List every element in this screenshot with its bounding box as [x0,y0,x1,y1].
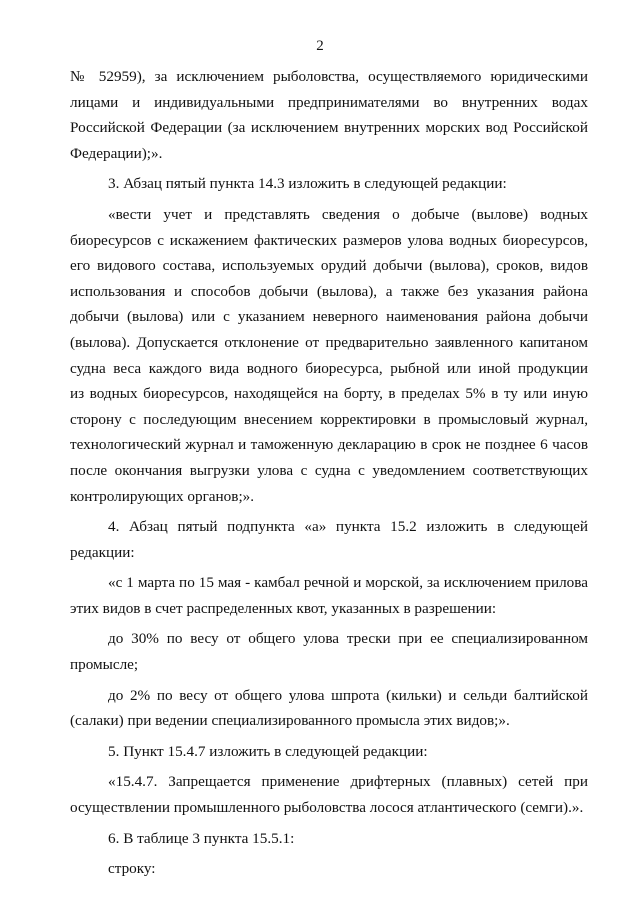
text-line-p9-l2: осуществлении промышленного рыболовства лосося атлантического (семги).». [70,799,584,817]
text-line-p3-l11: после окончания выгрузки улова с судна с уведомлением соответствующих [70,461,588,479]
text-line-p1-l3: Российской Федерации (за исключением внутренних морских вод Российской [70,119,588,137]
text-line-p9-l1: «15.4.7. Запрещается применение дрифтерных (плавных) сетей при [108,773,588,791]
text-line-p5-l1: «с 1 марта по 15 мая - камбал речной и морской, за исключением прилова [108,574,588,592]
text-line-p11-l1: строку: [108,860,156,878]
page-number: 2 [316,38,324,54]
text-line-p6-l2: промысле; [70,656,139,674]
text-line-p2-l1: 3. Абзац пятый пункта 14.3 изложить в следующей редакции: [108,175,507,193]
text-line-p3-l10: технологический журнал и таможенную декларацию в срок не позднее 6 часов [70,436,588,454]
text-line-p5-l2: этих видов в счет распределенных квот, указанных в разрешении: [70,599,497,617]
text-line-p7-l2: (салаки) при ведении специализированного промысла этих видов;». [70,712,510,730]
text-line-p1-l2: лицами и индивидуальными предпринимателями во внутренних водах [70,93,588,111]
text-line-p6-l1: до 30% по весу от общего улова трески при ее специализированном [108,630,588,648]
text-line-p3-l3: его видового состава, используемых орудий добычи (вылова), сроков, видов [70,257,588,275]
text-line-p3-l9: сторону с последующим внесением корректировки в промысловый журнал, [70,410,588,428]
text-line-p3-l5: добычи (вылова) или с указанием неверного наименования района добычи [70,308,588,326]
text-line-p1-l4: Федерации);». [70,144,163,162]
document-body [70,64,588,882]
text-line-p3-l7: судна веса каждого вида водного биоресурса, рыбной или иной продукции [70,359,588,377]
text-line-p8-l1: 5. Пункт 15.4.7 изложить в следующей редакции: [108,742,428,760]
text-line-p3-l2: биоресурсов с искажением фактических размеров улова водных биоресурсов, [70,231,588,249]
text-line-p3-l1: «вести учет и представлять сведения о добыче (вылове) водных [108,205,588,223]
text-line-p4-l1: 4. Абзац пятый подпункта «а» пункта 15.2 изложить в следующей [108,518,588,536]
text-line-p3-l8: из водных биоресурсов, находящейся на борту, в пределах 5% в ту или иную [70,385,588,403]
text-line-p10-l1: 6. В таблице 3 пункта 15.5.1: [108,829,295,847]
text-line-p3-l4: использования и способов добычи (вылова), а также без указания района [70,282,588,300]
text-line-p3-l6: (вылова). Допускается отклонение от предварительно заявленного капитаном [70,333,588,351]
text-line-p4-l2: редакции: [70,543,135,561]
text-line-p3-l12: контролирующих органов;». [70,487,255,505]
text-line-p7-l1: до 2% по весу от общего улова шпрота (кильки) и сельди балтийской [108,686,588,704]
text-line-p1-l1: № 52959), за исключением рыболовства, осуществляемого юридическими [70,68,588,85]
